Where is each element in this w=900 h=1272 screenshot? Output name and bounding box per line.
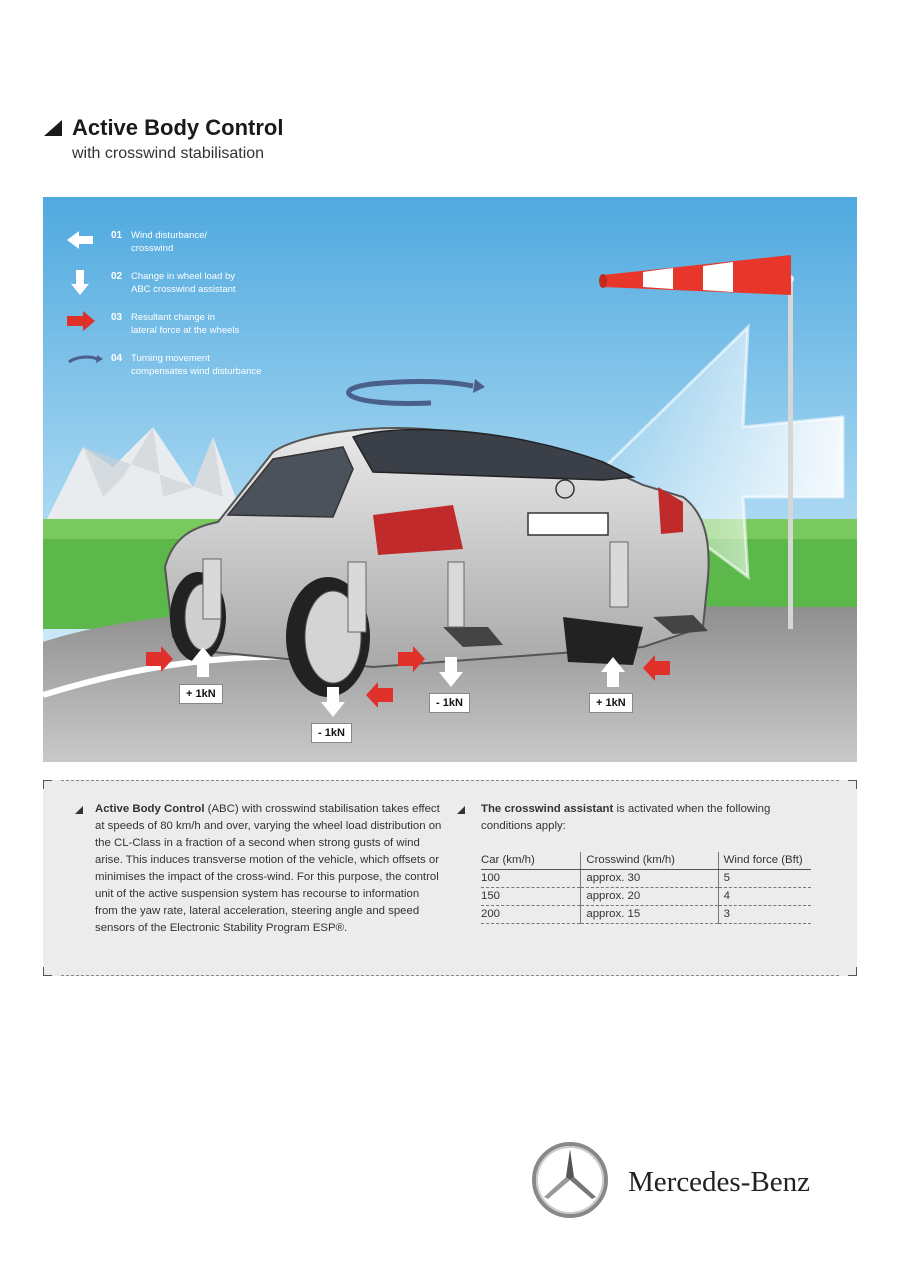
assistant-text: is activated when the following conditions apply: [481, 803, 771, 832]
table-cell: approx. 15 [581, 906, 718, 924]
mercedes-star-icon [530, 1137, 614, 1227]
windsock-pole [788, 279, 793, 629]
table-header: Crosswind (km/h) [581, 852, 718, 870]
table-cell: 4 [718, 888, 811, 906]
illustration-scene [43, 197, 857, 762]
table-row [481, 906, 811, 924]
header [44, 115, 283, 163]
table-cell: approx. 20 [581, 888, 718, 906]
load-label-rear-center: - 1kN [429, 693, 470, 713]
legend-item [65, 229, 345, 270]
turning-arrow-icon [65, 352, 111, 376]
title-triangle-icon [44, 120, 62, 136]
arrow-right-red-icon [65, 311, 111, 335]
abc-description [95, 801, 445, 937]
assistant-bold: The crosswind assistant [481, 803, 614, 815]
table-cell: 5 [718, 870, 811, 888]
legend-text: Resultant change in lateral force at the wheels [131, 312, 240, 336]
bullet-triangle-icon [75, 806, 83, 814]
legend-text: Turning movement compensates wind disturbance [131, 353, 262, 377]
arrow-down-icon [65, 270, 111, 294]
wind-arrow-left-icon [65, 229, 111, 253]
legend-number: 02 [111, 271, 123, 282]
table-cell: 200 [481, 906, 581, 924]
table-cell: 100 [481, 870, 581, 888]
brand-name: Mercedes-Benz [628, 1166, 810, 1198]
bullet-triangle-icon [457, 806, 465, 814]
legend-number: 04 [111, 353, 123, 364]
legend-text: Change in wheel load by ABC crosswind assistant [131, 271, 236, 295]
page-title: Active Body Control [72, 115, 284, 140]
abc-bold: Active Body Control [95, 803, 205, 815]
table-header: Car (km/h) [481, 852, 581, 870]
legend-number: 01 [111, 230, 123, 241]
table-header: Wind force (Bft) [718, 852, 811, 870]
conditions-table [481, 852, 811, 924]
crosswind-assistant-block [481, 801, 811, 924]
brand-logo [530, 1137, 850, 1227]
legend-item [65, 352, 345, 393]
legend-text: Wind disturbance/ crosswind [131, 230, 208, 254]
table-row [481, 888, 811, 906]
load-label-front-left: + 1kN [179, 684, 223, 704]
page-subtitle: with crosswind stabilisation [72, 145, 265, 162]
load-label-rear-left: - 1kN [311, 723, 352, 743]
table-row [481, 870, 811, 888]
legend-number: 03 [111, 312, 123, 323]
abc-text: (ABC) with crosswind stabilisation takes effect at speeds of 80 km/h and over, varying the wheel load distribution on the CL-Class in a fraction of a second when strong gusts of wind arise. This induces transverse motion of the vehicle, which offsets or minimises the impact of the cross-wind. For this purpose, the control unit of the active suspension system has recourse to information from the yaw rate, lateral acceleration, steering angle and speed sensors of the Electronic Stability Program ESP®. [95, 803, 442, 934]
table-cell: 150 [481, 888, 581, 906]
load-label-rear-right: + 1kN [589, 693, 633, 713]
table-header-row [481, 852, 811, 870]
legend-item [65, 311, 345, 352]
table-cell: approx. 30 [581, 870, 718, 888]
legend [65, 229, 345, 393]
legend-item [65, 270, 345, 311]
info-panel [43, 780, 857, 976]
table-cell: 3 [718, 906, 811, 924]
